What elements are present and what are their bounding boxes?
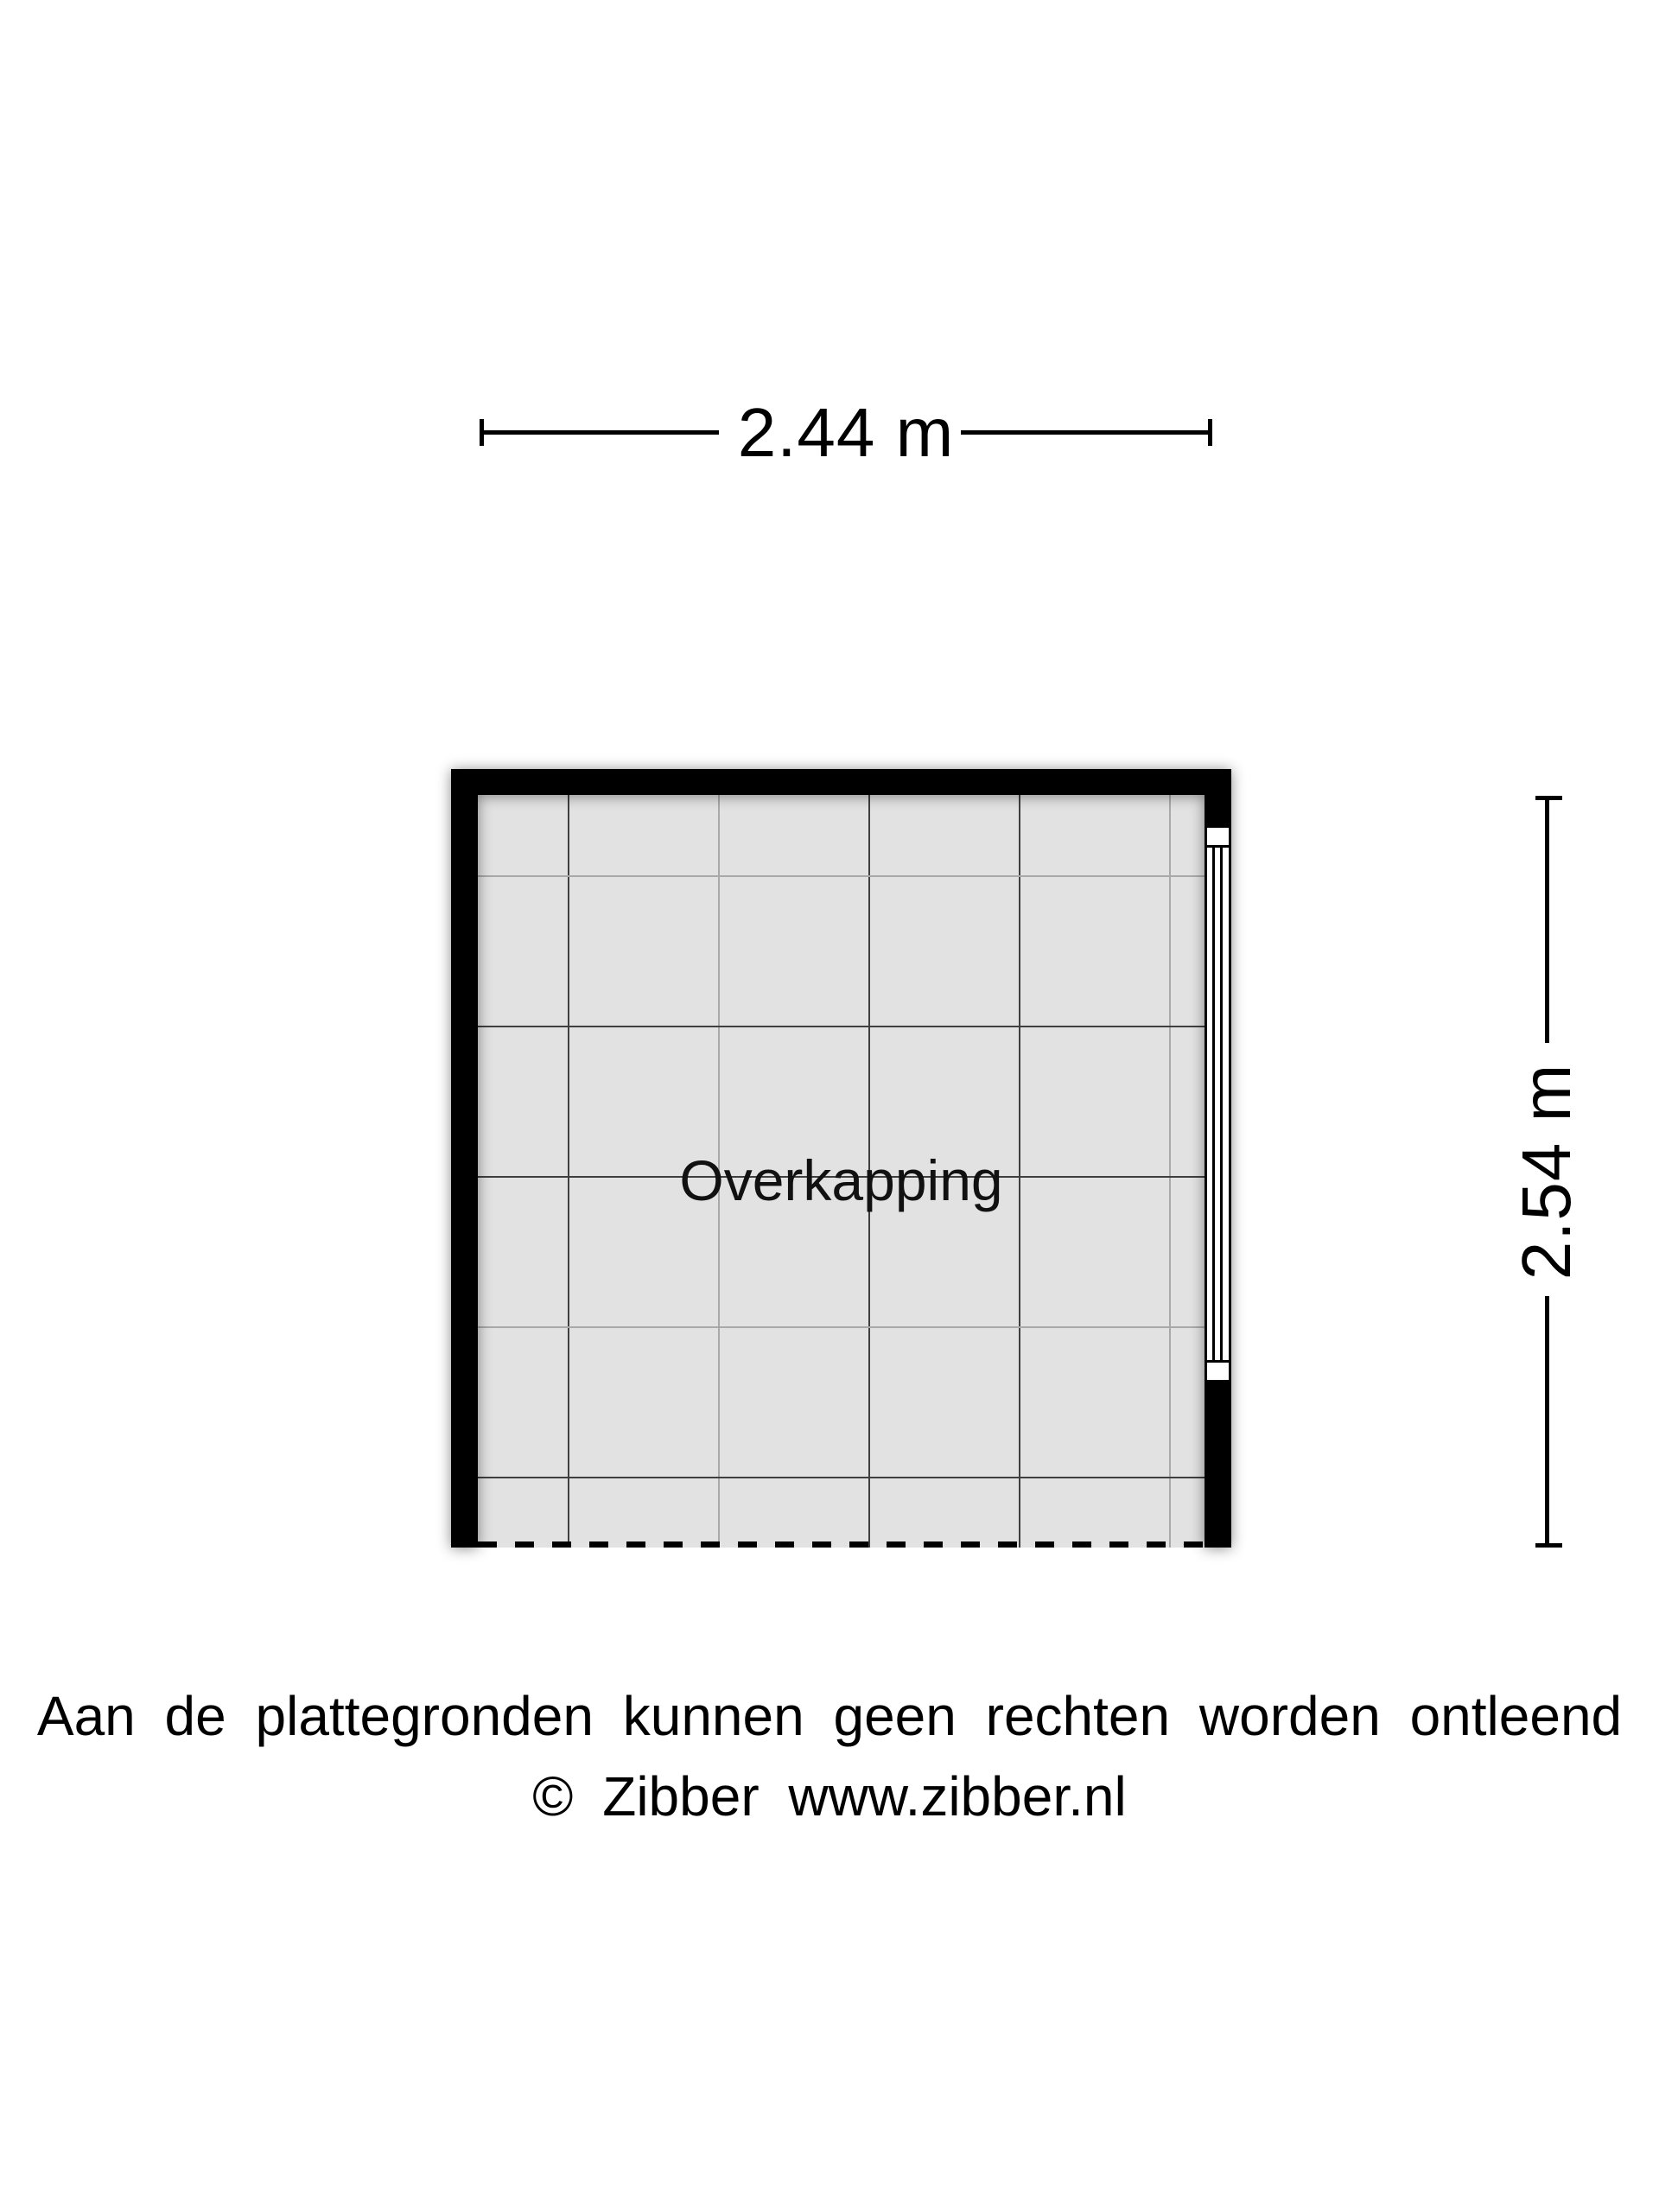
window-glazing-line [1220,848,1223,1360]
wall-right-upper [1205,769,1231,825]
window-glazing [1207,848,1229,1360]
dimension-line-segment [961,430,1212,435]
dimension-height-label: 2.54 m [1508,1063,1585,1281]
room-label: Overkapping [679,1148,1003,1212]
window [1205,825,1231,1382]
dimension-width-label: 2.44 m [737,394,955,471]
dimension-tick [1535,1543,1562,1548]
dimension-line-segment [1545,796,1549,1043]
window-frame-cap [1207,1360,1229,1380]
wall-right-lower [1205,1382,1231,1548]
dimension-line-segment [1545,1296,1549,1548]
room-overkapping [451,769,1231,1548]
wall-top [451,769,1231,795]
wall-left [451,769,478,1548]
footer-disclaimer: Aan de plattegronden kunnen geen rechten worden ontleend [36,1685,1623,1747]
window-frame-cap [1207,828,1229,848]
dimension-height [1508,796,1586,1548]
open-side-dashed-line [478,1541,1205,1548]
window-glazing-line [1212,848,1215,1360]
dimension-tick [1208,419,1212,446]
footer-copyright: © Zibber www.zibber.nl [532,1765,1127,1827]
dimension-width [480,394,1212,471]
